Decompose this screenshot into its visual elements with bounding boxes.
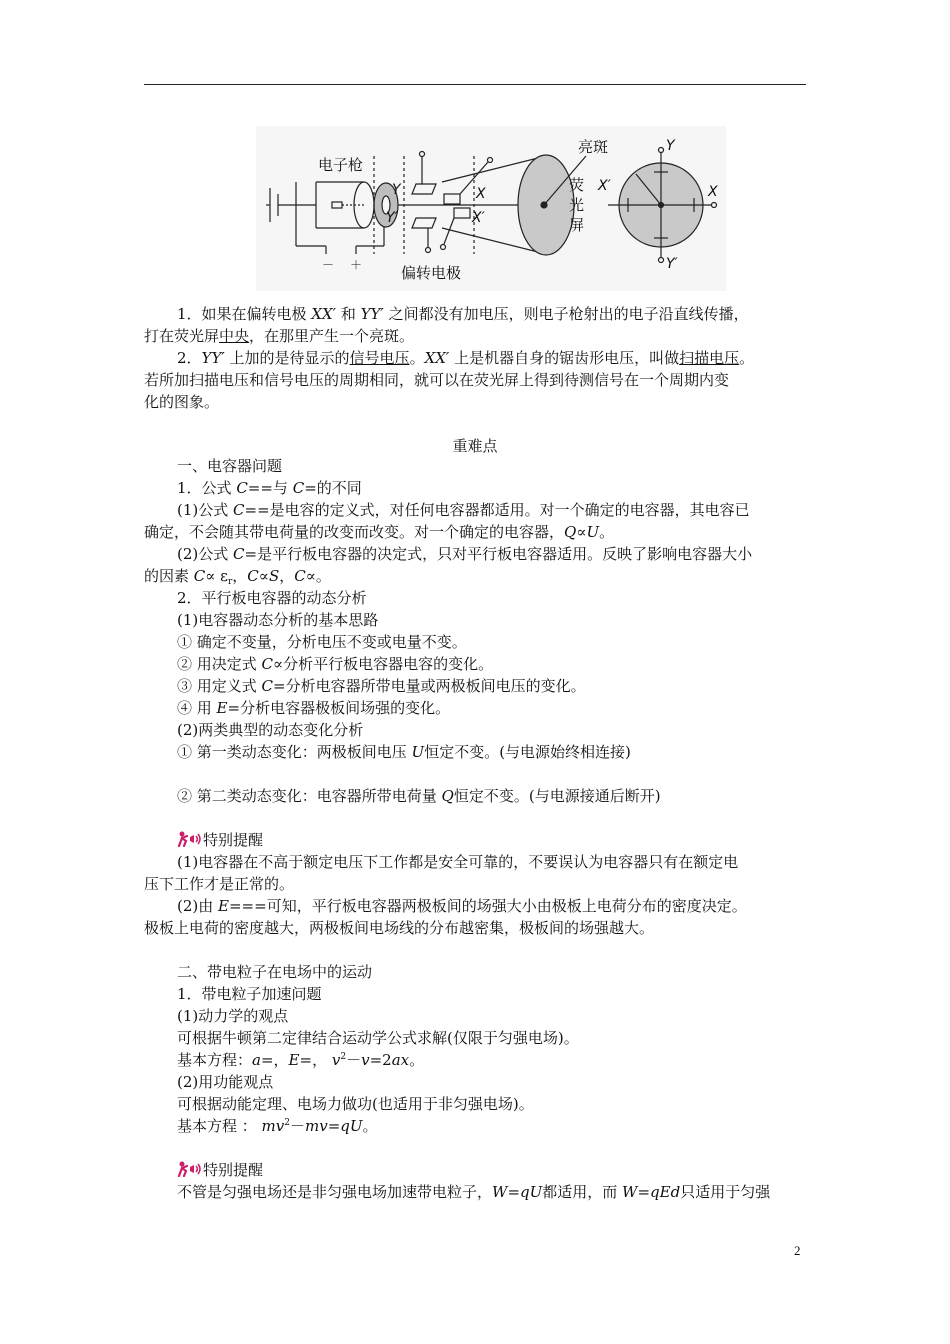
s1-r2-line1: (2)由 E===可知，平行板电容器两极板间的场强大小由极板上电荷分布的密度决定。 [177,897,747,915]
label-x-right: X [708,184,718,200]
s1-a1: ① 确定不变量，分析电压不变或电量不变。 [177,633,467,651]
s2-t1: 1．带电粒子加速问题 [177,985,322,1003]
s1-b: (2)两类典型的动态变化分析 [177,721,364,739]
section-heading: 重难点 [452,437,498,455]
s2-b: (2)用功能观点 [177,1073,274,1091]
s1-r2-line2: 极板上电荷的密度越大，两极板间电场线的分布越密集，极板间的场强越大。 [144,919,655,937]
label-y-right: Y [666,138,675,154]
label-y2-right: Y′ [666,256,678,272]
s1-t2: 2．平行板电容器的动态分析 [177,589,367,607]
s1-a3: ③ 用定义式 C=分析电容器所带电量或两极板间电压的变化。 [177,677,586,695]
s2-a: (1)动力学的观点 [177,1007,289,1025]
header-rule [144,84,806,85]
label-x2-right: X′ [598,178,611,194]
s2-a1: 可根据牛顿第二定律结合运动学公式求解(仅限于匀强电场)。 [177,1029,579,1047]
remind-icon [177,1161,203,1177]
s2-b1: 可根据动能定理、电场力做功(也适用于非匀强电场)。 [177,1095,534,1113]
s1-b2: ② 第二类动态变化：电容器所带电荷量 Q恒定不变。(与电源接通后断开) [177,787,661,805]
s1-title: 一、电容器问题 [177,457,283,475]
para2-line2: 若所加扫描电压和信号电压的周期相同，就可以在荧光屏上得到待测信号在一个周期内变 [144,371,730,389]
s2-remind: 特别提醒 [177,1160,263,1180]
s1-remind: 特别提醒 [177,830,263,850]
s2-b2: 基本方程 ： $mv^2-mv=qU$。 [177,1117,378,1135]
label-y2-left: Y′ [386,210,398,226]
para2-line1: 2．YY′ 上加的是待显示的信号电压。XX′ 上是机器自身的锯齿形电压，叫做扫描电压。 [177,349,755,367]
s2-a2: 基本方程：a=，E=， $v^2-v=2ax$。 [177,1051,425,1069]
label-plus: ＋ [350,258,363,272]
s1-a: (1)电容器动态分析的基本思路 [177,611,379,629]
label-screen: 荧光屏 [569,176,585,234]
s1-b1: ① 第一类动态变化：两极板间电压 U恒定不变。(与电源始终相连接) [177,743,631,761]
label-spot: 亮斑 [578,138,609,156]
s1-r1-line2: 压下工作才是正常的。 [144,875,295,893]
s2-r1: 不管是匀强电场还是非匀强电场加速带电粒子，W=qU都适用，而 W=qEd只适用于匀强 [177,1183,771,1201]
label-deflect: 偏转电极 [401,264,462,282]
oscilloscope-figure [256,126,726,291]
label-y-left: Y [392,182,401,198]
label-x2-mid: X′ [472,210,485,226]
para1-line2: 打在荧光屏中央，在那里产生一个亮斑。 [144,327,415,345]
s1-a4: ④ 用 E=分析电容器极板间场强的变化。 [177,699,451,717]
remind-icon [177,831,203,847]
label-x-mid: X [476,186,486,202]
s1-a2: ② 用决定式 C∝分析平行板电容器电容的变化。 [177,655,494,673]
s1-p2-line1: (2)公式 C=是平行板电容器的决定式，只对平行板电容器适用。反映了影响电容器大小 [177,545,753,563]
s2-title: 二、带电粒子在电场中的运动 [177,963,373,981]
s1-p2-line2: 的因素 $C\propto \varepsilon_r$，C∝S，C∝。 [144,567,331,587]
para2-line3: 化的图象。 [144,393,220,411]
page-number: 2 [794,1243,801,1258]
s1-p1-line2: 确定，不会随其带电荷量的改变而改变。对一个确定的电容器，Q∝U。 [144,523,615,541]
para1-line1: 1．如果在偏转电极 XX′ 和 YY′ 之间都没有加电压，则电子枪射出的电子沿直线传播， [177,305,749,323]
label-minus: － [322,258,335,272]
s1-r1-line1: (1)电容器在不高于额定电压下工作都是安全可靠的，不要误认为电容器只有在额定电 [177,853,739,871]
label-gun: 电子枪 [318,156,364,174]
s1-t1: 1．公式 C==与 C=的不同 [177,479,362,497]
s1-p1-line1: (1)公式 C==是电容的定义式，对任何电容器都适用。对一个确定的电容器，其电容已 [177,501,750,519]
